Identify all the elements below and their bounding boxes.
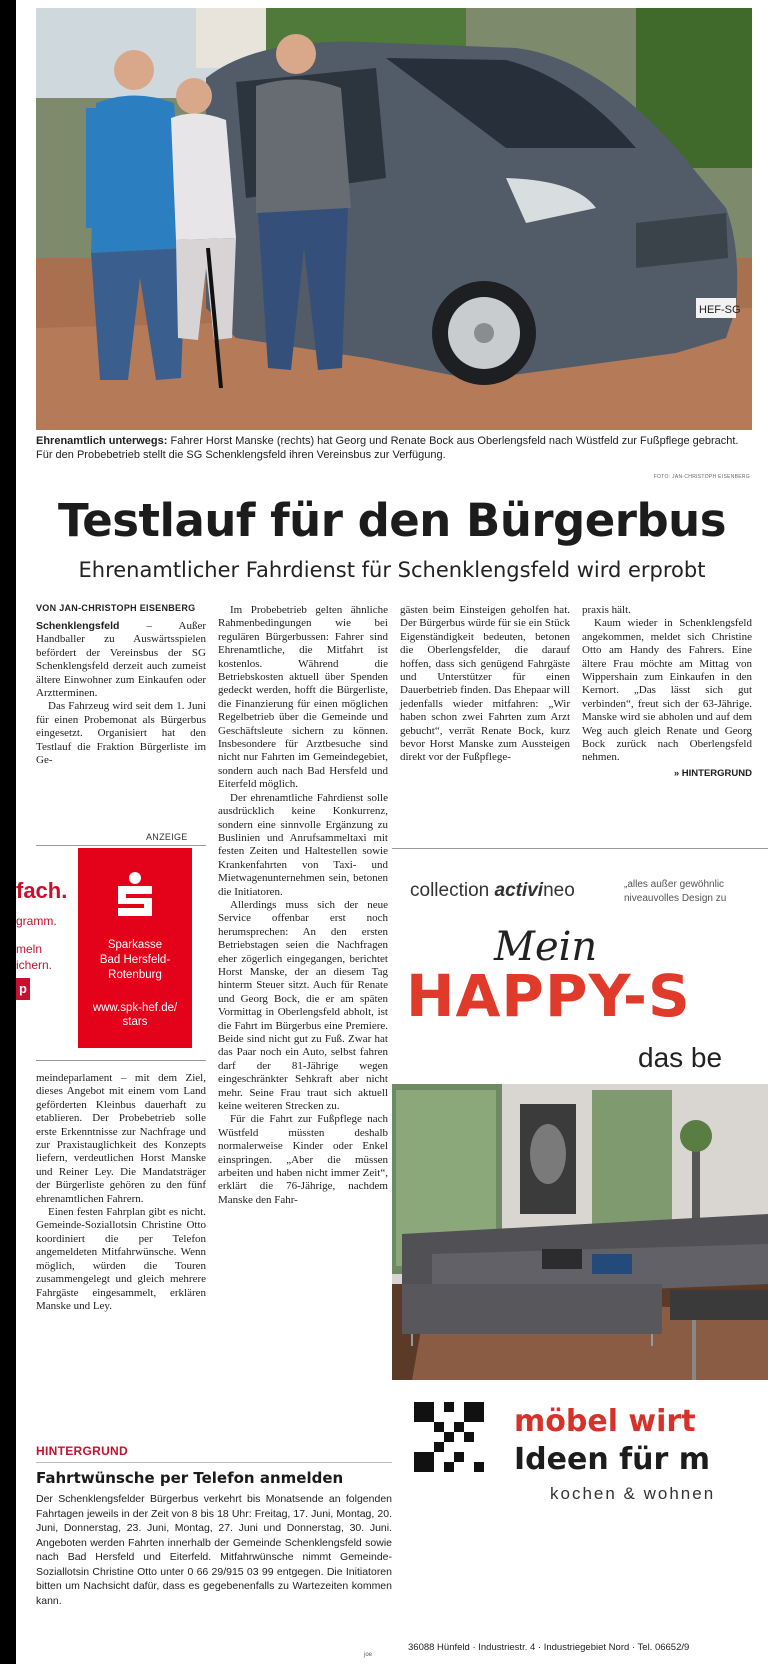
section-tag: HINTERGRUND [36, 1444, 392, 1463]
continue-link[interactable]: » HINTERGRUND [673, 767, 752, 779]
paragraph: Einen festen Fahrplan gibt es nicht. Gemeinde-Soziallotsin Christine Otto koordiniert die per Telefon angemeldeten Mitfahrwünsche. Wenn möglich, würden die Touren zusammengelegt und gleich mehrere Fahrgäste eingesammelt, erklären Manske und Ley. [36, 1206, 206, 1312]
photo-illustration [36, 8, 752, 430]
article-column-1 [36, 620, 206, 767]
ad-address: 36088 Hünfeld · Industriestr. 4 · Industriegebiet Nord · Tel. 06652/9 [408, 1642, 690, 1653]
article-photo [36, 8, 752, 430]
paragraph: praxis hält. [582, 604, 631, 616]
sparkasse-url[interactable]: www.spk-hef.de/ stars [92, 1002, 178, 1028]
sparkasse-ad[interactable] [16, 848, 192, 1048]
ad-tagline: kochen & wohnen [550, 1484, 716, 1503]
ad-text-fragment: ichern. [16, 958, 53, 972]
svg-text:HEF-SG: HEF-SG [699, 304, 741, 316]
article-column-4 [582, 604, 752, 780]
divider [392, 848, 768, 849]
ad-script-text: Mein [494, 924, 598, 970]
ad-collection-label: collection activineo [410, 880, 575, 901]
author-initials: joe [364, 1652, 373, 1658]
sparkasse-name: Sparkasse Bad Hersfeld- Rotenburg [99, 939, 171, 981]
article-headline: Testlauf für den Bürgerbus [58, 494, 726, 547]
paragraph: Schenklengsfeld – Außer Handballer zu Auswärtsspielen befördert der Vereinsbus der SG Schenklengsfeld derzeit auch zumeist ältere Einwohner zum Einkaufen oder Arztterminen. [36, 620, 206, 700]
paragraph: Kaum wieder in Schenklengsfeld angekommen, meldet sich Christine Otto am Handy des Fahrers. Eine ältere Frau möchte am Mittag von Wippershain zum Einkaufen in den Kernort. „Das lässt sich gut verbinden“, freut sich der 63-Jährige. Manske wird sie abholen und auf dem Weg auch gleich Renate und Georg Bock zurück nach Oberlengsfeld nehmen. [582, 617, 752, 764]
sofa-illustration [392, 1084, 768, 1380]
furniture-ad[interactable] [392, 858, 768, 1664]
article-subhead: Ehrenamtlicher Fahrdienst für Schenklengsfeld wird erprobt [78, 558, 706, 582]
paragraph: Der ehrenamtliche Fahrdienst solle ausdrücklich keine Konkurrenz, sondern eine sinnvolle Ergänzung zu Buslinien und Anrufsammeltaxi mit festen Zeiten und Haltestellen sowie Krankenfahrten von Taxi- und Mietwagenunternehmen sein, betonen die Initiatoren. [218, 791, 388, 898]
background-info-box [36, 1444, 392, 1608]
ad-subline: das be [638, 1042, 723, 1073]
divider [36, 1060, 206, 1061]
dateline: Schenklengsfeld [36, 620, 120, 632]
paragraph: gästen beim Einsteigen geholfen hat. Der Bürgerbus würde für sie ein Stück Eigenständigkeit bedeuten, betonen die Oberlengsfelder, die darauf hoffen, dass sich genügend Fahrgäste und Unterstützer für einen Dauerbetrieb finden. Das Ehepaar will jedenfalls wieder mitfahren: „Wir haben schon zwei Fahrten zum Arzt gebucht“, verrät Renate Bock, kurz bevor Horst Manske zum Aussteigen direkt vor der Fußpflege- [400, 604, 570, 764]
ad-quote: „alles außer gewöhnlic niveauvolles Design zu [624, 879, 727, 904]
ad-brand-name: möbel wirt [514, 1404, 696, 1439]
ad-brand-slogan: Ideen für m [514, 1442, 711, 1477]
ad-text-fragment: gramm. [16, 914, 57, 928]
photo-caption: Ehrenamtlich unterwegs: Fahrer Horst Manske (rechts) hat Georg und Renate Bock aus Oberlengsfeld nach Wüstfeld zur Fußpflege gebracht. Für den Probebetrieb stellt die SG Schenklengsfeld ihren Vereinsbus zur Verfügung. [36, 435, 739, 461]
sparkasse-logo-icon [110, 870, 160, 916]
box-text: Der Schenklengsfelder Bürgerbus verkehrt bis Monatsende an folgenden Fahrtagen jeweils in der Zeit von 8 bis 18 Uhr: Freitag, 17. Juni, Montag, 20. Juni, Donnerstag, 23. Juni, Montag, 27. Juni und Donnerstag, 30. Juni. Angeboten werden Fahrten innerhalb der Gemeinde Schenklengsfeld sowie nach Bad Hersfeld und Eiterfeld. Mitfahrwünsche nimmt Gemeinde-Soziallotsin Christine Otto unter 0 66 29/915 03 99 entgegen. Die Initiatoren bitten um Nachsicht dafür, dass es gegebenenfalls zu Wartezeiten kommen kann. [36, 1493, 392, 1607]
sparkasse-ad-text-panel [16, 848, 76, 1048]
sparkasse-ad-red-panel [78, 848, 192, 1048]
divider [36, 845, 206, 846]
article-byline: VON JAN-CHRISTOPH EISENBERG [36, 603, 196, 613]
ad-button-fragment[interactable]: p [16, 978, 30, 1000]
paragraph: Das Fahrzeug wird seit dem 1. Juni für einen Probemonat als Bürgerbus eingesetzt. Organisiert hat den Testlauf die Fraktion Bürgerliste im Ge- [36, 700, 206, 767]
box-title: Fahrtwünsche per Telefon anmelden [36, 1469, 344, 1487]
paragraph: Im Probebetrieb gelten ähnliche Rahmenbedingungen wie bei regulären Bürgerbussen: Fahrer sind Ehrenamtliche, die Mitfahrt ist kostenlos. Während die Betriebskosten aktuell über Spenden gedeckt werden, hofft die Bürgerliste, die Finanzierung für einen möglichen Regelbetrieb über die Gemeinde und Geschäftsleute sichern zu können. Insbesondere für Arztbesuche sind nicht nur Fahrten im Gemeindegebiet, sondern auch nach Bad Hersfeld und Eiterfeld möglich. [218, 604, 388, 791]
photo-credit: FOTO: JAN-CHRISTOPH EISENBERG [653, 474, 750, 480]
paragraph: Allerdings muss sich der neue Service offenbar erst noch herumsprechen: An den ersten Betriebstagen seien die Nachfragen eher zögerlich eingegangen, berichtet Horst Manske, der an diesem Tag hinterm Steuer sitzt. Auch für Renate und Georg Bock, die er am späten Vormittag in Oberlengsfeld abholt, ist die Fahrt im Bürgerbus eine Premiere. Beide sind nicht gut zu Fuß. Zwar hat das Paar noch ein Auto, selbst fahren darf der 81-Jährige wegen eingeschränkter Sehkraft aber nicht mehr. Seine Frau traut sich aktuell keine weiteren Strecken zu. [218, 898, 388, 1113]
ad-label: ANZEIGE [146, 832, 188, 842]
qr-code-icon[interactable] [414, 1402, 484, 1472]
paragraph: Für die Fahrt zur Fußpflege nach Wüstfeld müssten deshalb normalerweise Kinder oder Enkel einspringen. „Aber die müssen arbeiten und haben nicht immer Zeit“, erklärt die 76-Jährige, nachdem Manske den Fahr- [218, 1113, 388, 1206]
ad-headline: HAPPY-S [406, 962, 691, 1030]
newspaper-page [16, 0, 768, 1664]
article-column-1-continued [36, 1072, 206, 1313]
article-column-3 [400, 604, 570, 765]
article-column-2 [218, 604, 388, 1207]
ad-room-image [392, 1084, 768, 1380]
ad-text-fragment: meln [16, 942, 43, 956]
svg-text:S: S [110, 870, 111, 871]
ad-text-fragment: fach. [16, 878, 68, 903]
paragraph: meindeparlament – mit dem Ziel, dieses Angebot mit einem vom Land geförderten Kleinbus dauerhaft zu etablieren. Der Probebetrieb solle erste Erkenntnisse zur Nachfrage und zur Praxistauglichkeit des Konzepts liefern, verdeutlichen Horst Manske und Reiner Ley. Die Mandatsträger der Bürgerliste gehören zu den fünf ehrenamtlichen Fahrern. [36, 1072, 206, 1205]
